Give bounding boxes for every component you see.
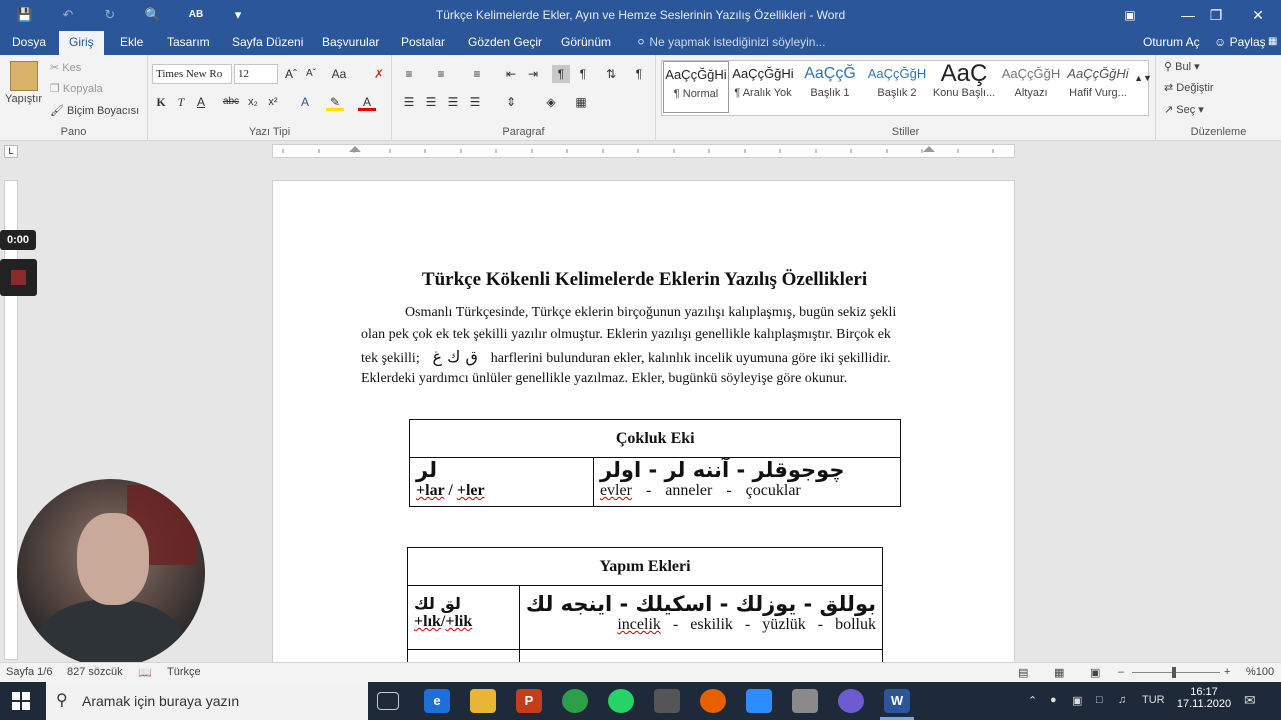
style-title[interactable]: AaÇ Konu Başlı... [932, 61, 996, 99]
collapse-icon[interactable]: ▦ [1268, 36, 1278, 47]
font-name-box[interactable]: Times New Ro [152, 64, 232, 84]
clear-format-icon[interactable]: ✗ [373, 67, 385, 81]
volume-icon[interactable]: ♫ [1118, 694, 1127, 706]
zoom-slider[interactable] [1132, 672, 1220, 673]
plural-suffix-table [409, 419, 901, 507]
arabic-letters: ق ك غ [432, 347, 478, 366]
document-title: Türkçe Kökenli Kelimelerde Eklerin Yazılış Özellikleri [421, 269, 868, 290]
style-subtle-emphasis[interactable]: AaÇçĞğHi Hafif Vurg... [1067, 66, 1129, 99]
document-page[interactable] [272, 180, 1015, 680]
table-cell-suffix: لق لك +lık/+lik [408, 586, 520, 650]
tell-me-box[interactable] [634, 31, 827, 55]
tab-ekle[interactable]: Ekle [120, 35, 144, 49]
paragraph-line-2: olan pek çok ek tek şekilli yazılır olmuştur. Eklerin yazılışı genellikle kalıplaşmıştır. Birçok ek [361, 327, 891, 342]
cut-button[interactable]: ✂ Kes [50, 62, 82, 74]
tab-dosya[interactable]: Dosya [12, 35, 47, 49]
increase-indent-icon[interactable]: ⇥ [527, 67, 539, 81]
multilevel-list-icon[interactable]: ≡ [473, 67, 481, 81]
format-painter-button[interactable]: 🖌 Biçim Boyacısı [50, 105, 140, 117]
windows-start-icon[interactable] [12, 692, 30, 710]
editing-group [1156, 55, 1281, 141]
bullets-icon[interactable]: ≡ [405, 67, 413, 81]
maximize-button[interactable]: ❐ [1209, 7, 1223, 23]
powerpoint-icon[interactable]: P [516, 689, 542, 713]
rtl-icon[interactable]: ¶ [579, 67, 587, 81]
input-language[interactable]: TUR [1142, 694, 1165, 706]
styles-group [656, 55, 1156, 141]
page-count[interactable]: Sayfa 1/6 [6, 666, 53, 678]
align-right-icon[interactable]: ☰ [447, 95, 459, 109]
search-icon: ⚲ [1164, 61, 1176, 73]
align-left-icon[interactable]: ☰ [403, 95, 415, 109]
tab-tasarim[interactable]: Tasarım [167, 35, 210, 49]
font-color-icon[interactable]: A [358, 93, 376, 111]
paragraph-group [392, 55, 656, 141]
window-title: Türkçe Kelimelerde Ekler, Ayın ve Hemze Seslerinin Yazılış Özellikleri - Word [435, 8, 846, 22]
table-header: Yapım Ekleri [408, 548, 883, 586]
italic-icon[interactable]: T [177, 95, 185, 109]
paste-icon[interactable] [10, 61, 38, 91]
clipboard-group [0, 55, 148, 141]
proofing-icon[interactable]: 📖 [138, 667, 152, 679]
webcam-overlay [17, 479, 205, 667]
style-heading-1[interactable]: AaÇçĞ Başlık 1 [804, 65, 856, 99]
font-label: Yazı Tipi [248, 126, 291, 138]
tab-gozden-gecir[interactable]: Gözden Geçir [468, 35, 543, 49]
style-normal[interactable]: AaÇçĞğHi ¶ Normal [663, 61, 729, 113]
search-icon: ⚲ [56, 692, 68, 709]
right-indent-marker[interactable] [923, 146, 935, 152]
replace-icon: ⇄ [1164, 82, 1177, 94]
task-view-icon[interactable] [377, 692, 399, 710]
ribbon [0, 55, 1281, 141]
style-no-spacing[interactable]: AaÇçĞğHi ¶ Aralık Yok [732, 66, 794, 99]
align-center-icon[interactable]: ☰ [425, 95, 437, 109]
numbering-icon[interactable]: ≡ [437, 67, 445, 81]
sort-icon[interactable]: ⇅ [605, 67, 617, 81]
tab-basvurular[interactable]: Başvurular [322, 35, 380, 49]
table-cell-examples: چوجوقلر - آننه لر - اولر evler - anneler - çocuklar [593, 458, 901, 507]
word-icon[interactable]: W [884, 689, 910, 713]
tray-chevron-icon[interactable]: ⌃ [1028, 695, 1038, 707]
tab-gorunum[interactable]: Görünüm [561, 35, 612, 49]
paragraph-label: Paragraf [502, 126, 545, 138]
firefox-icon[interactable] [700, 689, 726, 713]
title-bar [0, 0, 1281, 31]
subscript-icon[interactable]: x₂ [248, 96, 258, 108]
tab-sayfa-duzeni[interactable]: Sayfa Düzeni [232, 35, 304, 49]
strikethrough-icon[interactable]: abc [222, 96, 240, 107]
customize-toolbar-icon[interactable]: ▾ [234, 7, 242, 22]
tell-me-text: Ne yapmak istediğinizi söyleyin... [649, 35, 826, 49]
app-icon[interactable] [654, 689, 680, 713]
language-status[interactable]: Türkçe [167, 666, 201, 678]
chat-icon[interactable]: □ [1096, 694, 1103, 706]
bold-icon[interactable]: K [156, 95, 166, 109]
status-bar [0, 662, 1281, 682]
superscript-icon[interactable]: x² [268, 96, 278, 108]
paragraph-line-3: tek şekilli; ق ك غ harflerini bulunduran ekler, kalınlık incelik uyumuna göre iki şekillidir. [361, 347, 891, 366]
paste-button[interactable]: Yapıştır [5, 93, 43, 105]
zoom-level[interactable]: %100 [1246, 666, 1275, 678]
read-mode-icon[interactable]: ▤ [1018, 667, 1029, 679]
highlight-icon[interactable]: ✎ [326, 93, 344, 111]
redo-icon[interactable]: ↻ [104, 7, 116, 22]
share-button[interactable]: ☺ Paylaş [1214, 35, 1266, 49]
notifications-icon[interactable]: ✉ [1244, 692, 1256, 708]
style-heading-2[interactable]: AaÇçĞğH Başlık 2 [867, 66, 927, 99]
zoom-in-icon[interactable]: + [1224, 666, 1231, 678]
editing-label: Düzenleme [1190, 126, 1247, 138]
taskbar-search-box[interactable]: ⚲ Aramak için buraya yazın [46, 682, 368, 720]
table-cell-examples: بوللق - يوزلك - اسكيلك - اينجه لك incelik - eskilik - yüzlük - bolluk [519, 586, 882, 650]
tab-stop-selector[interactable]: L [4, 145, 18, 158]
ribbon-display-icon[interactable]: ▣ [1124, 8, 1136, 22]
text-effects-icon[interactable]: A [300, 95, 309, 109]
lightbulb-icon: ⚪ [636, 35, 650, 49]
whatsapp-icon[interactable] [608, 689, 634, 713]
ltr-icon[interactable]: ¶ [552, 65, 570, 83]
microphone-icon[interactable]: ● [1050, 694, 1057, 706]
chrome-icon[interactable] [562, 689, 588, 713]
style-subtitle[interactable]: AaÇçĞğH Altyazı [1001, 66, 1061, 99]
tab-postalar[interactable]: Postalar [401, 35, 446, 49]
find-button[interactable]: ⚲ Bul ▾ [1164, 61, 1200, 73]
clipboard-label: Pano [60, 126, 87, 138]
ribbon-tabs [0, 31, 1281, 55]
change-case-icon[interactable]: Aa [331, 67, 347, 81]
shading-icon[interactable]: ◈ [546, 95, 556, 109]
cursor-icon: ↗ [1164, 104, 1177, 116]
underline-icon[interactable]: A [196, 95, 205, 109]
font-size-box[interactable]: 12 [234, 64, 278, 84]
indent-marker[interactable] [349, 146, 361, 152]
show-marks-icon[interactable]: ¶ [635, 67, 643, 81]
shrink-font-icon[interactable]: Aˇ [306, 68, 316, 79]
save-icon[interactable]: 💾 [16, 7, 34, 22]
stop-recording-button[interactable] [0, 259, 37, 296]
person-icon: ☺ [1214, 35, 1230, 49]
network-icon[interactable]: ▣ [1072, 695, 1083, 707]
zoom-slider-thumb[interactable] [1172, 667, 1176, 678]
styles-label: Stiller [891, 126, 920, 138]
paragraph-line-1: Osmanlı Türkçesinde, Türkçe eklerin birçoğunun yazılışı kalıplaşmış, bugün sekiz şekli [405, 305, 897, 320]
undo-icon[interactable]: ↶ [62, 7, 74, 22]
app-icon[interactable] [792, 689, 818, 713]
copy-button[interactable]: ❐ Kopyala [50, 83, 103, 95]
font-group [148, 55, 392, 141]
zoom-out-icon[interactable]: – [1118, 666, 1125, 678]
table-cell-suffix: لر +lar / +ler [410, 458, 594, 507]
grow-font-icon[interactable]: Aˆ [285, 67, 297, 81]
close-button[interactable]: ✕ [1252, 7, 1264, 23]
web-layout-icon[interactable]: ▣ [1090, 667, 1101, 679]
styles-scroll-icon[interactable]: ▲▼ [1134, 73, 1152, 83]
decrease-indent-icon[interactable]: ⇤ [505, 67, 517, 81]
borders-icon[interactable]: ▦ [575, 95, 587, 109]
minimize-button[interactable]: — [1181, 7, 1195, 23]
edge-icon[interactable]: e [424, 689, 450, 713]
replace-button[interactable]: ⇄ Değiştir [1164, 82, 1214, 94]
table-header: Çokluk Eki [410, 420, 901, 458]
print-layout-icon[interactable]: ▦ [1054, 667, 1065, 679]
print-preview-icon[interactable]: 🔍 [144, 7, 162, 22]
signin-link[interactable]: Oturum Aç [1143, 35, 1200, 49]
paragraph-line-4: Eklerdeki yardımcı ünlüler genellikle yazılmaz. Ekler, bugünkü söyleyişe göre okunur. [361, 371, 848, 386]
derivational-suffix-table [407, 547, 883, 670]
word-count[interactable]: 827 sözcük [67, 666, 123, 678]
line-spacing-icon[interactable]: ⇕ [505, 95, 517, 109]
file-explorer-icon[interactable] [470, 689, 496, 713]
tab-giris[interactable]: Giriş [59, 31, 104, 55]
zoom-app-icon[interactable] [746, 689, 772, 713]
stop-icon [11, 270, 26, 285]
justify-icon[interactable]: ☰ [469, 95, 481, 109]
clock[interactable]: 16:17 17.11.2020 [1176, 686, 1232, 710]
vertical-ruler[interactable] [4, 180, 18, 660]
app-icon[interactable] [838, 689, 864, 713]
recording-timer: 0:00 [0, 230, 36, 250]
taskbar [0, 682, 1281, 720]
spelling-icon[interactable]: AB [188, 9, 204, 20]
horizontal-ruler[interactable] [272, 144, 1015, 158]
select-button[interactable]: ↗ Seç ▾ [1164, 104, 1204, 116]
